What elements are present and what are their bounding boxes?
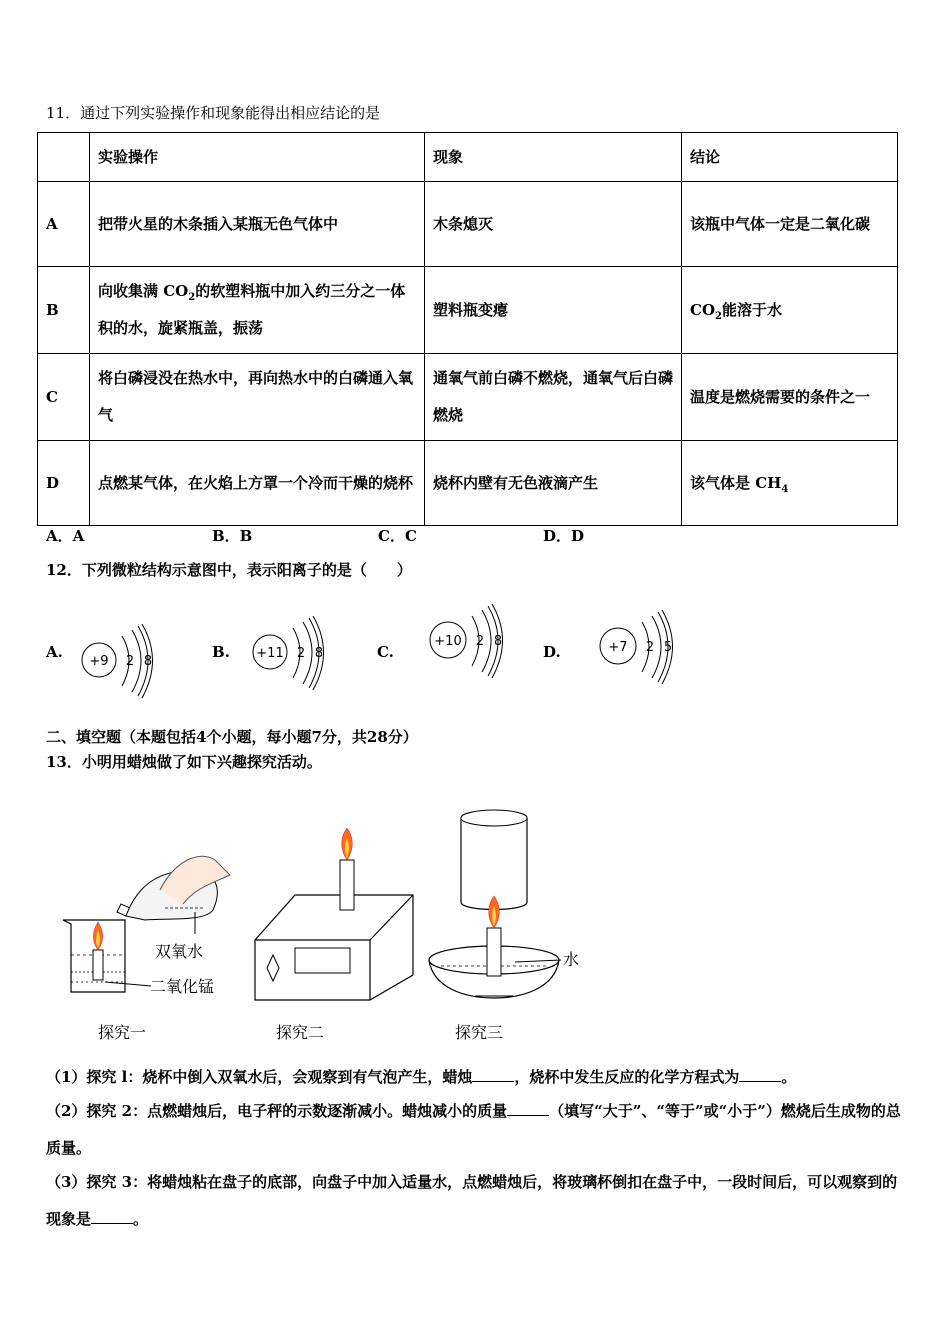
q11-option-b[interactable]: B．B [212,527,253,545]
h2o2-label: 双氧水 [155,942,204,961]
row-operation [90,267,425,354]
section-title: 二、填空题（本题包括4个小题，每小题7分，共28分） [46,728,418,746]
q12-title: 12．下列微粒结构示意图中，表示阳离子的是（ ） [46,561,412,579]
row-conclusion [682,267,898,354]
q11-title: 11．通过下列实验操作和现象能得出相应结论的是 [46,104,381,122]
conclusion-sub: 4 [781,483,789,495]
conclusion-sub: 2 [715,310,722,322]
q13-title: 13．小明用蜡烛做了如下兴趣探究活动。 [46,753,322,771]
table-header-row [38,133,898,182]
q12-option-b-label[interactable]: B. [212,643,230,661]
row-phenomenon: 塑料瓶变瘪 [425,267,682,354]
part-text-pre: （2）探究 2：点燃蜡烛后，电子秤的示数逐渐减小。蜡烛减小的质量 [46,1102,508,1120]
q12-option-a-label[interactable]: A. [46,643,63,661]
nucleus-charge: +7 [608,640,628,655]
row-operation: 点燃某气体，在火焰上方罩一个冷而干燥的烧杯 [90,441,425,526]
table-row-b [38,267,898,354]
nucleus-charge: +10 [434,634,462,649]
q13-part-1 [46,1059,906,1096]
row-conclusion: 温度是燃烧需要的条件之一 [682,354,898,441]
shell-2-count: 8 [143,654,153,669]
water-label: 水 [563,950,580,969]
operation-pre: 向收集满 CO [98,282,189,300]
q11-option-c[interactable]: C．C [378,527,417,545]
q13-part-2 [46,1093,906,1167]
exp1-caption: 探究一 [98,1023,147,1042]
answer-blank-1[interactable] [472,1067,514,1082]
row-conclusion: 该瓶中气体一定是二氧化碳 [682,182,898,267]
row-label: D [38,441,90,526]
atom-diagram-d [590,606,690,686]
table-header-operation: 实验操作 [90,133,425,182]
table-row-a [38,182,898,267]
operation-post: 的软塑料瓶中加入约三分之一体积的水，旋紧瓶盖，振荡 [98,282,406,337]
part-text-post: 。 [781,1068,797,1086]
row-phenomenon: 通氧气前白磷不燃烧，通氧气后白磷燃烧 [425,354,682,441]
atom-diagram-a [70,618,170,698]
experiment-1-illustration [63,856,230,992]
q13-experiment-figure [55,800,595,1050]
shell-2-count: 5 [663,640,673,655]
row-operation: 将白磷浸没在热水中，再向热水中的白磷通入氧气 [90,354,425,441]
part-text-post: 。 [133,1210,149,1228]
operation-sub: 2 [188,292,196,303]
shell-1-count: 2 [645,640,655,655]
shell-2-count: 8 [314,646,324,661]
part-text-mid: ，烧杯中发生反应的化学方程式为 [514,1068,740,1086]
atom-diagram-b [240,612,340,692]
row-label: B [38,267,90,354]
row-phenomenon: 木条熄灭 [425,182,682,267]
atom-diagram-c [418,600,518,680]
shell-1-count: 2 [296,646,306,661]
conclusion-post: 能溶于水 [721,300,782,319]
answer-blank-3[interactable] [507,1101,549,1116]
experiment-2-illustration [255,828,413,1000]
table-header-phenomenon: 现象 [425,133,682,182]
row-label: C [38,354,90,441]
row-phenomenon: 烧杯内壁有无色液滴产生 [425,441,682,526]
part-text-pre: （3）探究 3：将蜡烛粘在盘子的底部，向盘子中加入适量水，点燃蜡烛后，将玻璃杯倒扣在盘子中，一段时间后，可以观察到的现象是 [46,1173,898,1228]
conclusion-pre: 该气体是 CH [690,473,782,492]
part-text-mid: （填写“大于”、“等于”或“小于”）燃烧后生成物的总质量。 [46,1102,901,1157]
table-row-c [38,354,898,441]
shell-1-count: 2 [125,654,135,669]
shell-1-count: 2 [475,634,485,649]
row-conclusion [682,441,898,526]
q12-option-c-label[interactable]: C. [377,643,394,661]
exp3-caption: 探究三 [455,1023,504,1042]
part-text-pre: （1）探究 l：烧杯中倒入双氧水后，会观察到有气泡产生，蜡烛 [46,1068,473,1086]
answer-blank-4[interactable] [91,1209,133,1224]
nucleus-charge: +9 [89,654,109,669]
nucleus-charge: +11 [256,646,284,661]
shell-2-count: 8 [493,634,503,649]
table-header-conclusion: 结论 [682,133,898,182]
row-label: A [38,182,90,267]
q13-part-3 [46,1164,906,1238]
table-header-blank [38,133,90,182]
q11-option-a[interactable]: A．A [46,527,85,545]
experiment-3-illustration [429,810,561,998]
q12-option-d-label[interactable]: D. [543,643,561,661]
mno2-label: 二氧化锰 [150,977,215,996]
q11-option-d[interactable]: D．D [543,527,585,545]
q11-table [37,132,898,526]
exp2-caption: 探究二 [276,1023,325,1042]
conclusion-pre: CO [690,300,716,319]
table-row-d [38,441,898,526]
row-operation: 把带火星的木条插入某瓶无色气体中 [90,182,425,267]
answer-blank-2[interactable] [739,1067,781,1082]
